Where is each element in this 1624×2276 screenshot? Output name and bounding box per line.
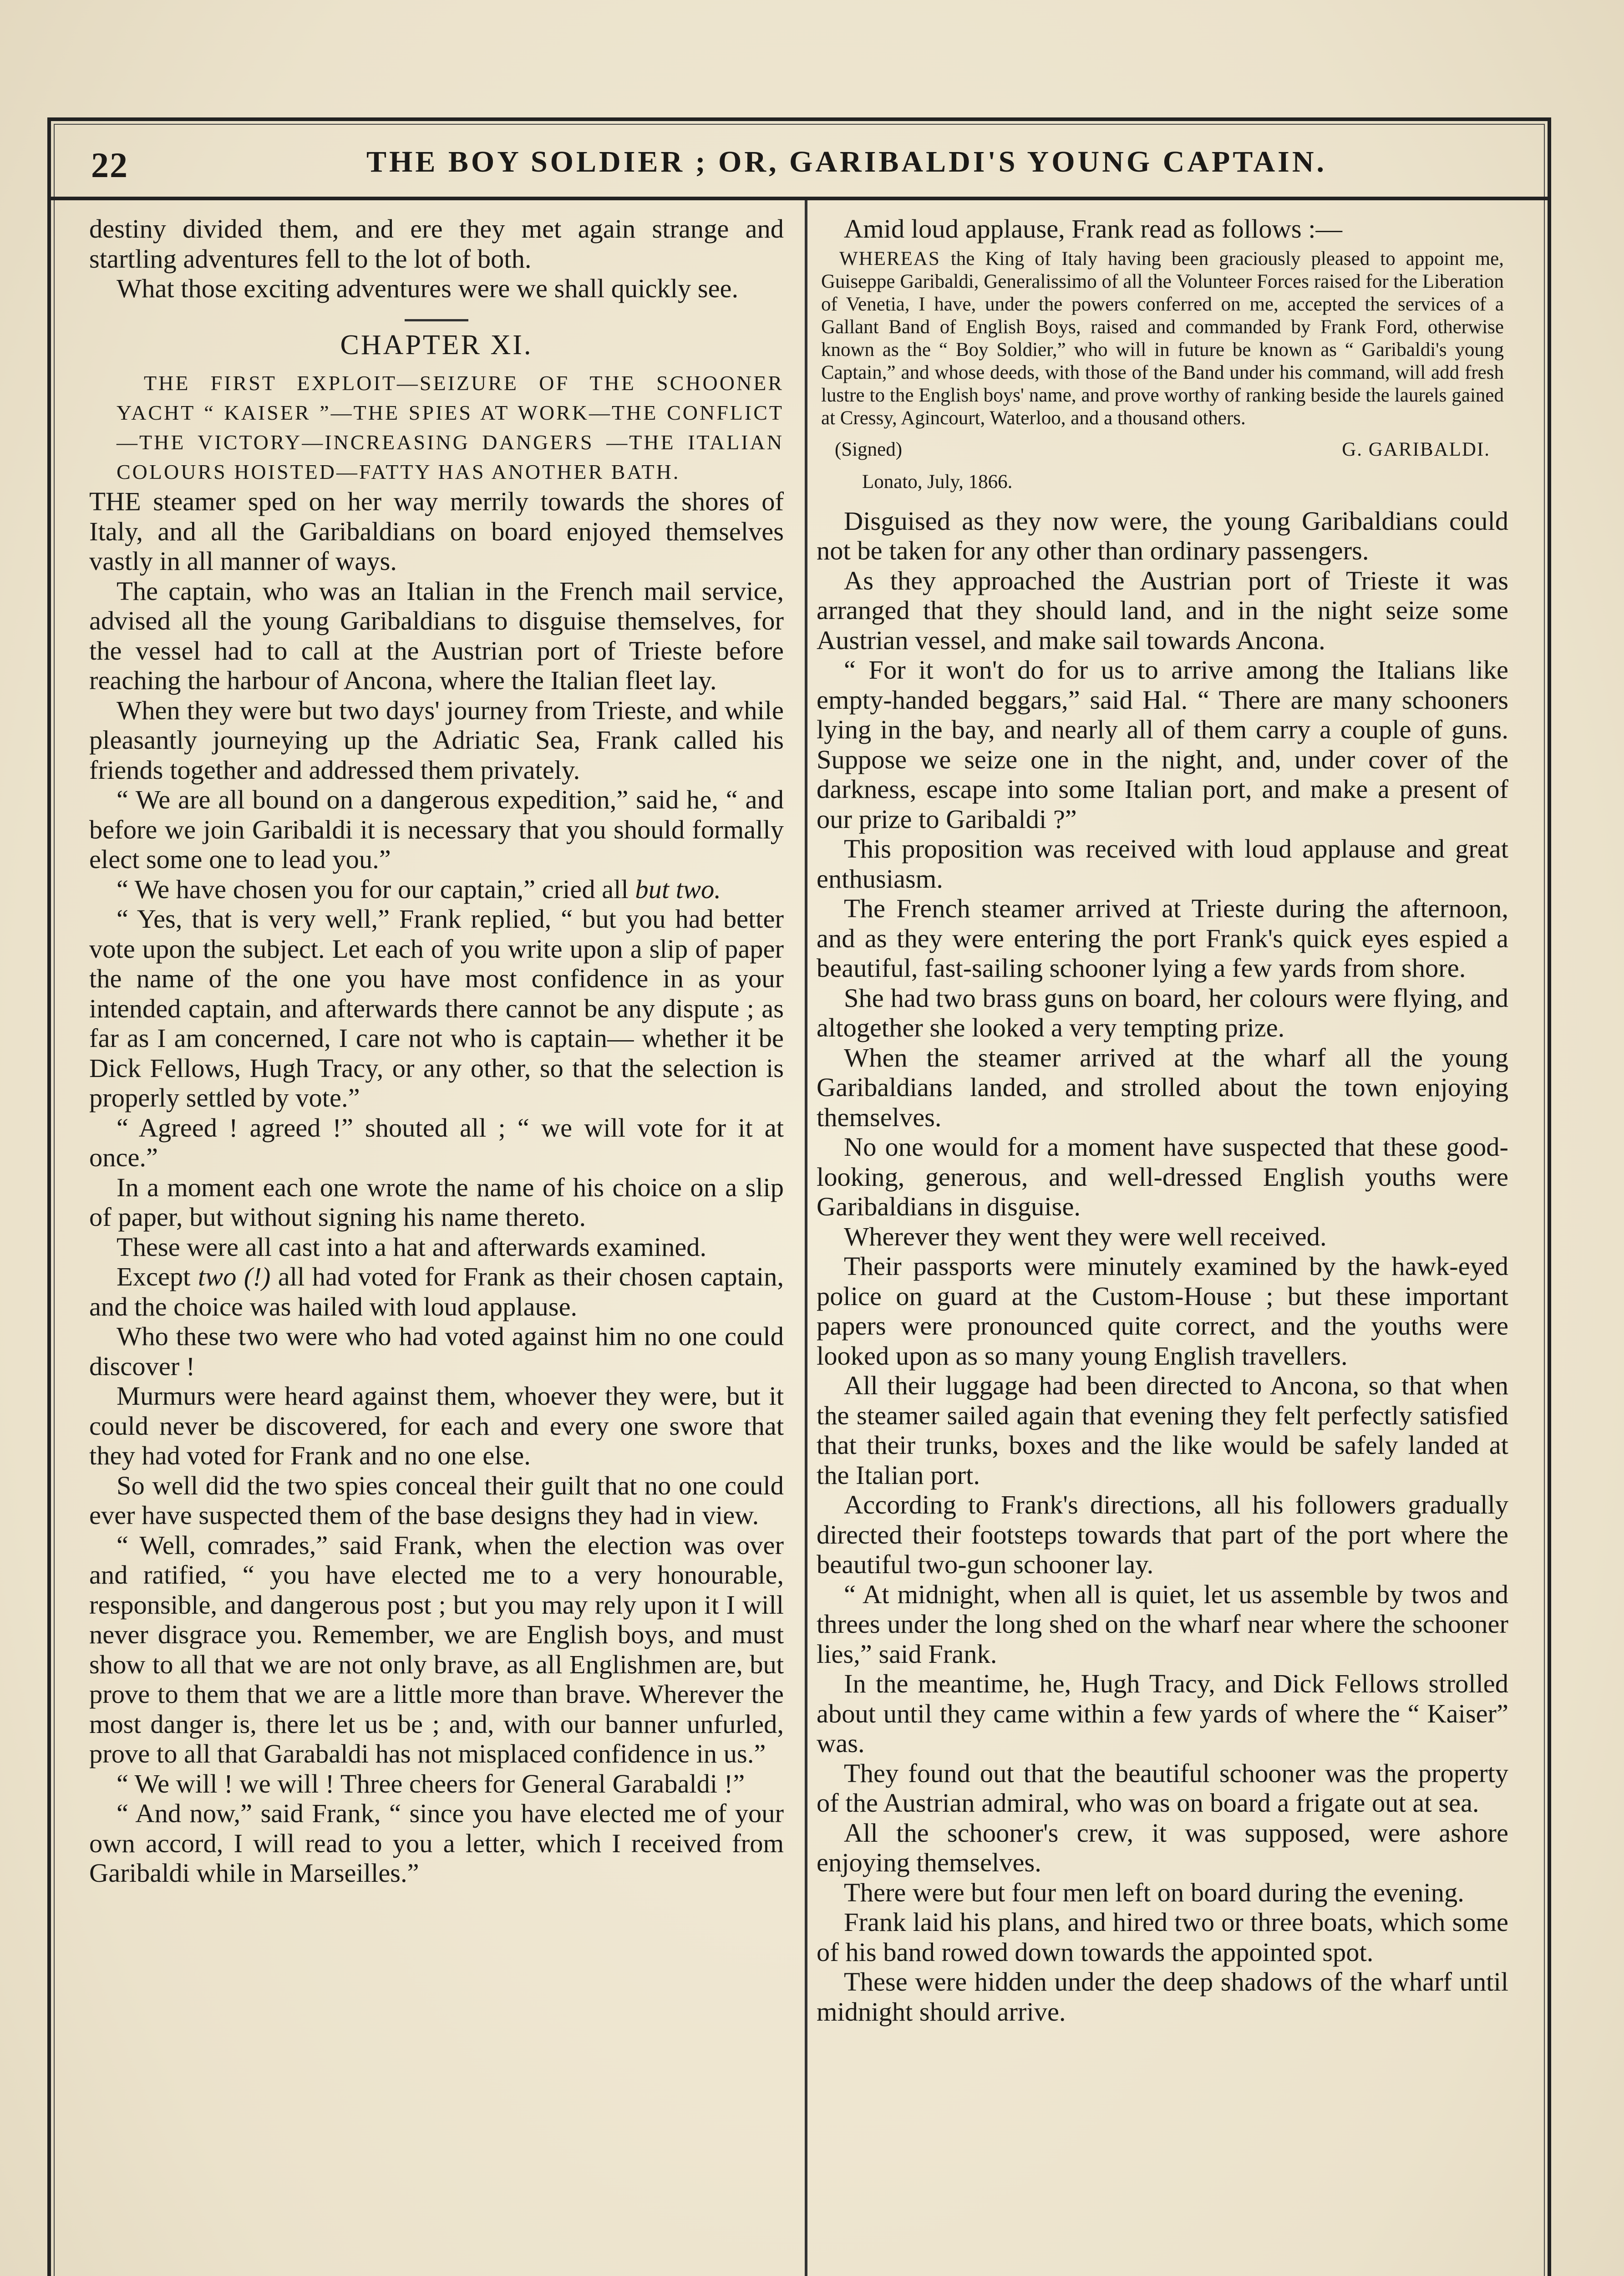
paragraph: When they were but two days' journey from Trieste, and while pleasantly journeying up the Adriatic Sea, Frank called his friends together and addressed them privately.: [89, 695, 784, 785]
paragraph: So well did the two spies conceal their guilt that no one could ever have suspected them of the base designs they had in view.: [89, 1470, 784, 1530]
paragraph: These were hidden under the deep shadows of the wharf until midnight should arrive.: [817, 1967, 1508, 2027]
column-divider: [805, 200, 807, 2276]
emphasis-text: but two.: [635, 874, 721, 904]
paragraph: As they approached the Austrian port of Trieste it was arranged that they should land, and in the night seize some Austrian vessel, and make sail towards Ancona.: [817, 565, 1508, 655]
paragraph: “ Agreed ! agreed !” shouted all ; “ we will vote for it at once.”: [89, 1113, 784, 1172]
header-rule: [47, 197, 1551, 200]
paragraph-text: Except: [117, 1262, 191, 1291]
paragraph: [89, 874, 784, 904]
signature: G. GARIBALDI.: [1342, 438, 1490, 460]
signature-line: [835, 436, 1490, 463]
paragraph: There were but four men left on board during the evening.: [844, 1877, 1464, 1907]
paragraph: Disguised as they now were, the young Garibaldians could not be taken for any other than ordinary passengers.: [817, 506, 1508, 565]
paragraph: Wherever they went they were well received.: [844, 1221, 1327, 1251]
running-title: THE BOY SOLDIER ; OR, GARIBALDI'S YOUNG CAPTAIN.: [366, 145, 1327, 178]
garibaldi-letter: [821, 248, 1504, 430]
paragraph: Murmurs were heard against them, whoever they were, but it could never be discovered, for each and every one swore that they had voted for Frank and no one else.: [89, 1381, 784, 1470]
paragraph: destiny divided them, and ere they met again strange and startling adventures fell to the lot of both.: [89, 214, 784, 274]
paragraph: “ We are all bound on a dangerous expedition,” said he, “ and before we join Garibaldi it is necessary that you should formally elect some one to lead you.”: [89, 785, 784, 874]
paragraph: Who these two were who had voted against him no one could discover !: [89, 1321, 784, 1381]
signed-label: (Signed): [835, 438, 903, 460]
paragraph: When the steamer arrived at the wharf all the young Garibaldians landed, and strolled about the town enjoying themselves.: [817, 1042, 1508, 1132]
paragraph: These were all cast into a hat and afterwards examined.: [117, 1232, 707, 1262]
chapter-divider: [405, 319, 468, 321]
letter-place-date: Lonato, July, 1866.: [862, 471, 1013, 493]
paragraph: THE steamer sped on her way merrily towards the shores of Italy, and all the Garibaldians on board enjoyed themselves vastly in all manner of ways.: [89, 487, 784, 576]
paragraph: “ Well, comrades,” said Frank, when the election was over and ratified, “ you have elected me to a very honourable, responsible, and dangerous post ; but you may rely upon it I will never disgrace you. Remember, we are English boys, and must show to all that we are not only brave, as all Englishmen are, but prove to them that we are a little more than brave. Wherever the most danger is, there let us be ; and, with our banner unfurled, prove to all that Garabaldi has not misplaced confidence in us.”: [89, 1530, 784, 1768]
letter-lead: WHEREAS: [839, 248, 940, 269]
paragraph: The French steamer arrived at Trieste during the afternoon, and as they were entering the port Frank's quick eyes espied a beautiful, fast-sailing schooner lying a few yards from shore.: [817, 894, 1508, 983]
letter-body: the King of Italy having been graciously pleased to appoint me, Guiseppe Garibaldi, Generalissimo of all the Volunteer Forces raised for the Liberation of Venetia, I have, under the powers conferred on me, accepted the services of a Gallant Band of English Boys, raised and commanded by Frank Ford, otherwise known as the “ Boy Soldier,” who will in future be known as “ Garibaldi's young Captain,” and whose deeds, with those of the Band under his command, will add fresh lustre to the English boys' name, and prove worthy of ranking beside the laurels gained at Cressy, Agincourt, Waterloo, and a thousand others.: [821, 248, 1504, 429]
paragraph: This proposition was received with loud applause and great enthusiasm.: [817, 834, 1508, 894]
paragraph: The captain, who was an Italian in the French mail service, advised all the young Garibaldians to disguise themselves, for the vessel had to call at the Austrian port of Trieste before reaching the harbour of Ancona, where the Italian fleet lay.: [89, 576, 784, 695]
emphasis-text: two (!): [198, 1262, 271, 1291]
paragraph: In the meantime, he, Hugh Tracy, and Dick Fellows strolled about until they came within a few yards of where the “ Kaiser” was.: [817, 1669, 1508, 1758]
paragraph: “ At midnight, when all is quiet, let us assemble by twos and threes under the long shed on the wharf near where the schooner lies,” said Frank.: [817, 1579, 1508, 1669]
paragraph: What those exciting adventures were we shall quickly see.: [117, 274, 739, 303]
paragraph: They found out that the beautiful schooner was the property of the Austrian admiral, who was on board a frigate out at sea.: [817, 1758, 1508, 1818]
chapter-summary: THE FIRST EXPLOIT—SEIZURE OF THE SCHOONER YACHT “ KAISER ”—THE SPIES AT WORK—THE CONFLICT—THE VICTORY—INCREASING DANGERS —THE ITALIAN COLOURS HOISTED—FATTY HAS ANOTHER BATH.: [117, 371, 784, 483]
paragraph: In a moment each one wrote the name of his choice on a slip of paper, but without signing his name thereto.: [89, 1172, 784, 1232]
paragraph-text: “ We have chosen you for our captain,” cried all: [117, 874, 629, 904]
paragraph: Their passports were minutely examined by the hawk-eyed police on guard at the Custom-House ; but these important papers were pronounced quite correct, and the youths were looked upon as so many young English travellers.: [817, 1251, 1508, 1371]
paragraph: “ For it won't do for us to arrive among the Italians like empty-handed beggars,” said Hal. “ There are many schooners lying in the bay, and nearly all of them carry a couple of guns. Suppose we seize one in the night, and, under cover of the darkness, escape into some Italian port, and make a present of our prize to Garibaldi ?”: [817, 655, 1508, 834]
paragraph: [89, 1262, 784, 1321]
page-number: 22: [91, 145, 128, 185]
chapter-title: CHAPTER XI.: [340, 329, 533, 361]
letter-text: [821, 248, 1504, 430]
paragraph-text: all had voted for Frank as their chosen captain, and the choice was hailed with loud applause.: [89, 1262, 784, 1321]
paragraph: “ And now,” said Frank, “ since you have elected me of your own accord, I will read to you a letter, which I received from Garibaldi while in Marseilles.”: [89, 1798, 784, 1888]
paragraph: All the schooner's crew, it was supposed, were ashore enjoying themselves.: [817, 1818, 1508, 1877]
paragraph: Frank laid his plans, and hired two or three boats, which some of his band rowed down towards the appointed spot.: [817, 1907, 1508, 1967]
paragraph: All their luggage had been directed to Ancona, so that when the steamer sailed again that evening they felt perfectly satisfied that their trunks, boxes and the like would be safely landed at the Italian port.: [817, 1371, 1508, 1490]
paragraph: “ Yes, that is very well,” Frank replied, “ but you had better vote upon the subject. Let each of you write upon a slip of paper the name of the one you have most confidence in as your intended captain, and afterwards there cannot be any dispute ; as far as I am concerned, I care not who is captain— whether it be Dick Fellows, Hugh Tracy, or any other, so that the selection is properly settled by vote.”: [89, 904, 784, 1113]
right-column: [817, 214, 1508, 2276]
paragraph: No one would for a moment have suspected that these good-looking, generous, and well-dressed English youths were Garibaldians in disguise.: [817, 1132, 1508, 1221]
paragraph: She had two brass guns on board, her colours were flying, and altogether she looked a very tempting prize.: [817, 983, 1508, 1042]
paragraph: “ We will ! we will ! Three cheers for General Garabaldi !”: [117, 1768, 745, 1798]
paragraph: According to Frank's directions, all his followers gradually directed their footsteps towards that part of the port where the beautiful two-gun schooner lay.: [817, 1490, 1508, 1579]
paragraph: Amid loud applause, Frank read as follows :—: [844, 214, 1343, 244]
left-column: [89, 214, 784, 2276]
